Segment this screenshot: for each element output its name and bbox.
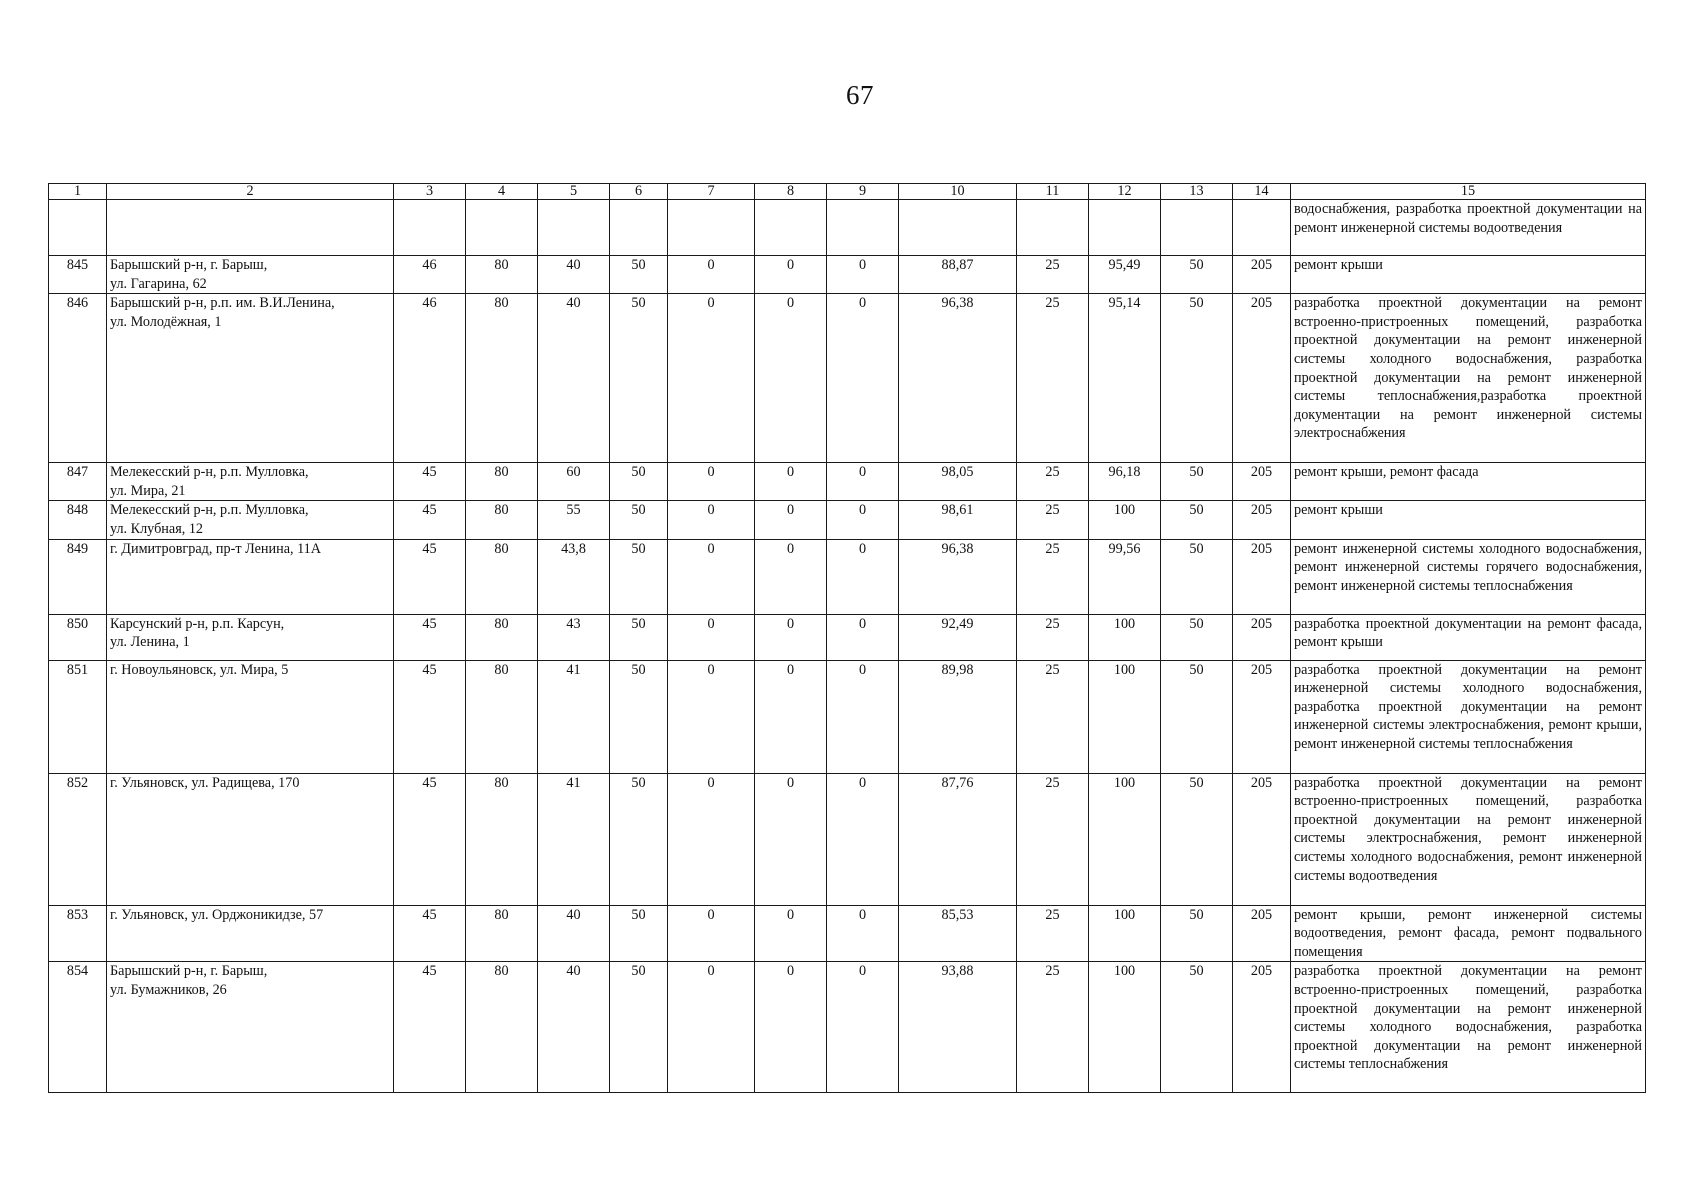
value-cell: 95,49 (1089, 256, 1161, 294)
column-number: 1 (49, 184, 107, 200)
value-cell: 0 (755, 660, 827, 773)
address-cell (107, 773, 394, 905)
row-number-cell: 846 (49, 294, 107, 463)
column-number: 11 (1017, 184, 1089, 200)
value-cell: 205 (1233, 294, 1291, 463)
value-cell (827, 200, 899, 256)
address-line: Барышский р-н, г. Барыш, (110, 257, 268, 273)
value-cell: 50 (610, 539, 668, 614)
value-cell: 25 (1017, 962, 1089, 1093)
table-row (49, 962, 1646, 1093)
work-description-cell: ремонт крыши (1291, 501, 1646, 539)
work-description-cell: водоснабжения, разработка проектной документации на ремонт инженерной системы водоотведения (1291, 200, 1646, 256)
value-cell: 93,88 (899, 962, 1017, 1093)
value-cell: 0 (668, 501, 755, 539)
address-cell (107, 660, 394, 773)
value-cell: 0 (668, 539, 755, 614)
table-row (49, 294, 1646, 463)
value-cell: 100 (1089, 962, 1161, 1093)
value-cell: 25 (1017, 660, 1089, 773)
value-cell: 0 (827, 294, 899, 463)
value-cell: 25 (1017, 501, 1089, 539)
value-cell: 205 (1233, 463, 1291, 501)
value-cell: 46 (394, 256, 466, 294)
column-number-row (49, 184, 1646, 200)
value-cell: 100 (1089, 905, 1161, 962)
value-cell: 25 (1017, 256, 1089, 294)
value-cell: 41 (538, 660, 610, 773)
value-cell: 40 (538, 905, 610, 962)
value-cell: 25 (1017, 539, 1089, 614)
value-cell (1017, 200, 1089, 256)
table-row (49, 501, 1646, 539)
value-cell: 50 (610, 256, 668, 294)
address-cell (107, 294, 394, 463)
address-line: Мелекесский р-н, р.п. Мулловка, (110, 502, 309, 519)
value-cell: 0 (755, 539, 827, 614)
value-cell: 50 (1161, 539, 1233, 614)
row-number-cell: 847 (49, 463, 107, 501)
value-cell: 80 (466, 539, 538, 614)
value-cell (394, 200, 466, 256)
value-cell (1089, 200, 1161, 256)
row-number-cell: 845 (49, 256, 107, 294)
work-description-cell: ремонт крыши, ремонт инженерной системы водоотведения, ремонт фасада, ремонт подвального помещения (1291, 905, 1646, 962)
address-line: ул. Ленина, 1 (110, 634, 190, 651)
column-number: 3 (394, 184, 466, 200)
value-cell: 50 (610, 905, 668, 962)
address-line: Барышский р-н, р.п. им. В.И.Ленина, (110, 295, 335, 312)
value-cell: 50 (610, 501, 668, 539)
value-cell: 50 (610, 614, 668, 660)
value-cell: 85,53 (899, 905, 1017, 962)
value-cell: 0 (755, 501, 827, 539)
value-cell: 80 (466, 294, 538, 463)
value-cell: 205 (1233, 660, 1291, 773)
row-number-cell: 854 (49, 962, 107, 1093)
value-cell: 41 (538, 773, 610, 905)
value-cell: 50 (610, 463, 668, 501)
row-number-cell: 849 (49, 539, 107, 614)
value-cell (1233, 200, 1291, 256)
value-cell: 50 (1161, 501, 1233, 539)
value-cell: 0 (755, 773, 827, 905)
value-cell: 45 (394, 660, 466, 773)
column-number: 6 (610, 184, 668, 200)
value-cell: 0 (668, 660, 755, 773)
value-cell: 45 (394, 905, 466, 962)
column-number: 4 (466, 184, 538, 200)
row-number-cell: 850 (49, 614, 107, 660)
value-cell: 205 (1233, 962, 1291, 1093)
value-cell: 45 (394, 773, 466, 905)
table-row (49, 256, 1646, 294)
value-cell (538, 200, 610, 256)
column-number: 13 (1161, 184, 1233, 200)
column-number: 9 (827, 184, 899, 200)
value-cell: 0 (827, 905, 899, 962)
address-line: ул. Гагарина, 62 (110, 275, 207, 292)
value-cell: 0 (668, 256, 755, 294)
value-cell: 98,61 (899, 501, 1017, 539)
value-cell (610, 200, 668, 256)
work-description-cell: ремонт крыши, ремонт фасада (1291, 463, 1646, 501)
table-row (49, 539, 1646, 614)
value-cell: 55 (538, 501, 610, 539)
value-cell: 43 (538, 614, 610, 660)
value-cell: 96,18 (1089, 463, 1161, 501)
value-cell: 100 (1089, 773, 1161, 905)
address-line: Мелекесский р-н, р.п. Мулловка, (110, 464, 309, 481)
value-cell: 46 (394, 294, 466, 463)
value-cell: 0 (668, 294, 755, 463)
value-cell: 50 (610, 660, 668, 773)
value-cell: 50 (1161, 614, 1233, 660)
value-cell: 0 (827, 962, 899, 1093)
value-cell: 0 (827, 256, 899, 294)
address-line: ул. Бумажников, 26 (110, 981, 227, 998)
value-cell: 0 (668, 773, 755, 905)
value-cell: 25 (1017, 905, 1089, 962)
address-cell (107, 905, 394, 962)
address-cell (107, 962, 394, 1093)
table-row (49, 200, 1646, 256)
column-number: 5 (538, 184, 610, 200)
value-cell: 80 (466, 773, 538, 905)
column-number: 15 (1291, 184, 1646, 200)
value-cell: 43,8 (538, 539, 610, 614)
value-cell: 0 (827, 463, 899, 501)
value-cell: 99,56 (1089, 539, 1161, 614)
value-cell: 50 (1161, 905, 1233, 962)
value-cell: 80 (466, 463, 538, 501)
value-cell: 100 (1089, 501, 1161, 539)
value-cell: 0 (668, 905, 755, 962)
value-cell (899, 200, 1017, 256)
address-cell (107, 614, 394, 660)
value-cell: 40 (538, 256, 610, 294)
value-cell: 80 (466, 905, 538, 962)
value-cell: 0 (755, 294, 827, 463)
address-line: ул. Клубная, 12 (110, 520, 204, 537)
work-description-cell: разработка проектной документации на ремонт встроенно-пристроенных помещений, разработка проектной документации на ремонт инженерной системы электроснабжения, ремонт инженерной системы холодного водоснабжения, ремонт инженерной системы водоотведения (1291, 773, 1646, 905)
row-number-cell: 848 (49, 501, 107, 539)
value-cell: 0 (668, 463, 755, 501)
column-number: 8 (755, 184, 827, 200)
work-description-cell: ремонт инженерной системы холодного водоснабжения, ремонт инженерной системы горячего водоснабжения, ремонт инженерной системы теплоснабжения (1291, 539, 1646, 614)
address-cell (107, 200, 394, 256)
address-line: ул. Молодёжная, 1 (110, 313, 222, 330)
address-line: г. Новоульяновск, ул. Мира, 5 (110, 661, 289, 678)
value-cell: 100 (1089, 660, 1161, 773)
value-cell: 25 (1017, 294, 1089, 463)
value-cell: 80 (466, 614, 538, 660)
table-row (49, 660, 1646, 773)
value-cell: 25 (1017, 463, 1089, 501)
value-cell: 205 (1233, 539, 1291, 614)
value-cell: 0 (755, 962, 827, 1093)
value-cell: 40 (538, 294, 610, 463)
page-number: 67 (846, 80, 874, 110)
value-cell: 50 (1161, 660, 1233, 773)
row-number-cell (49, 200, 107, 256)
value-cell: 50 (610, 773, 668, 905)
address-cell (107, 501, 394, 539)
value-cell: 0 (668, 962, 755, 1093)
value-cell: 45 (394, 539, 466, 614)
work-description-cell: разработка проектной документации на ремонт встроенно-пристроенных помещений, разработка проектной документации на ремонт инженерной системы холодного водоснабжения, разработка проектной документации на ремонт инженерной системы теплоснабжения,разработка проектной документации на ремонт инженерной системы электроснабжения (1291, 294, 1646, 463)
value-cell: 45 (394, 501, 466, 539)
value-cell: 0 (755, 905, 827, 962)
value-cell: 60 (538, 463, 610, 501)
table-row (49, 463, 1646, 501)
column-number: 14 (1233, 184, 1291, 200)
row-number-cell: 852 (49, 773, 107, 905)
value-cell: 0 (827, 614, 899, 660)
table-row (49, 773, 1646, 905)
value-cell (466, 200, 538, 256)
value-cell: 96,38 (899, 539, 1017, 614)
value-cell (1161, 200, 1233, 256)
row-number-cell: 851 (49, 660, 107, 773)
value-cell: 50 (1161, 294, 1233, 463)
value-cell: 0 (755, 256, 827, 294)
value-cell: 50 (1161, 773, 1233, 905)
value-cell: 88,87 (899, 256, 1017, 294)
table-row (49, 905, 1646, 962)
value-cell (668, 200, 755, 256)
value-cell: 0 (755, 614, 827, 660)
address-line: г. Димитровград, пр-т Ленина, 11А (110, 540, 321, 557)
value-cell: 205 (1233, 501, 1291, 539)
work-description-cell: разработка проектной документации на ремонт фасада, ремонт крыши (1291, 614, 1646, 660)
value-cell: 100 (1089, 614, 1161, 660)
address-line: Барышский р-н, г. Барыш, (110, 963, 268, 980)
value-cell: 50 (610, 962, 668, 1093)
work-description-cell: разработка проектной документации на ремонт инженерной системы холодного водоснабжения, разработка проектной документации на ремонт инженерной системы электроснабжения, ремонт крыши, ремонт инженерной системы теплоснабжения (1291, 660, 1646, 773)
column-number: 10 (899, 184, 1017, 200)
value-cell: 205 (1233, 256, 1291, 294)
value-cell: 95,14 (1089, 294, 1161, 463)
value-cell: 89,98 (899, 660, 1017, 773)
value-cell: 0 (755, 463, 827, 501)
value-cell: 0 (827, 539, 899, 614)
value-cell: 80 (466, 501, 538, 539)
value-cell: 96,38 (899, 294, 1017, 463)
value-cell: 0 (827, 501, 899, 539)
value-cell: 0 (827, 773, 899, 905)
value-cell: 50 (1161, 463, 1233, 501)
register-table (48, 183, 1646, 1093)
value-cell: 0 (827, 660, 899, 773)
value-cell: 45 (394, 614, 466, 660)
value-cell: 25 (1017, 773, 1089, 905)
table-row (49, 614, 1646, 660)
value-cell: 45 (394, 463, 466, 501)
address-line: ул. Мира, 21 (110, 482, 186, 499)
value-cell: 80 (466, 962, 538, 1093)
value-cell: 50 (610, 294, 668, 463)
value-cell: 80 (466, 660, 538, 773)
address-cell (107, 539, 394, 614)
value-cell: 205 (1233, 773, 1291, 905)
value-cell: 0 (668, 614, 755, 660)
column-number: 12 (1089, 184, 1161, 200)
value-cell (755, 200, 827, 256)
value-cell: 98,05 (899, 463, 1017, 501)
value-cell: 50 (1161, 256, 1233, 294)
value-cell: 205 (1233, 614, 1291, 660)
work-description-cell: разработка проектной документации на ремонт встроенно-пристроенных помещений, разработка проектной документации на ремонт инженерной системы холодного водоснабжения, разработка проектной документации на ремонт инженерной системы теплоснабжения (1291, 962, 1646, 1093)
address-line: г. Ульяновск, ул. Радищева, 170 (110, 774, 300, 791)
address-line: г. Ульяновск, ул. Орджоникидзе, 57 (110, 906, 324, 923)
value-cell: 40 (538, 962, 610, 1093)
address-cell (107, 463, 394, 501)
value-cell: 80 (466, 256, 538, 294)
value-cell: 87,76 (899, 773, 1017, 905)
address-line: Карсунский р-н, р.п. Карсун, (110, 615, 285, 632)
value-cell: 50 (1161, 962, 1233, 1093)
work-description-cell: ремонт крыши (1291, 256, 1646, 294)
row-number-cell: 853 (49, 905, 107, 962)
value-cell: 45 (394, 962, 466, 1093)
address-cell (107, 256, 394, 294)
value-cell: 92,49 (899, 614, 1017, 660)
column-number: 2 (107, 184, 394, 200)
column-number: 7 (668, 184, 755, 200)
value-cell: 205 (1233, 905, 1291, 962)
value-cell: 25 (1017, 614, 1089, 660)
